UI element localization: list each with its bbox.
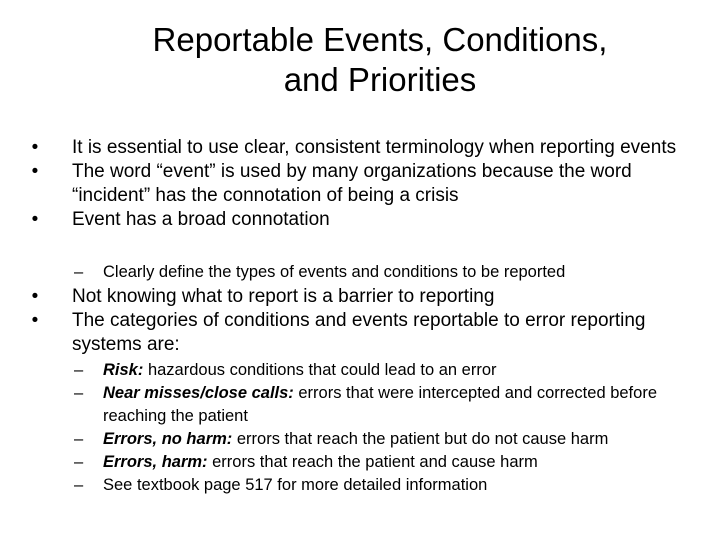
bullet-text: The word “event” is used by many organizations because the word “incident” has the connotation of being a crisis: [72, 161, 632, 206]
category-text: errors that reach the patient but do not cause harm: [232, 430, 609, 448]
category-term: Risk:: [103, 361, 144, 379]
category-text: hazardous conditions that could lead to an error: [143, 361, 497, 379]
dash-icon: –: [74, 430, 84, 448]
category-term: Errors, no harm:: [103, 430, 233, 448]
bullet-list-continued: [0, 285, 720, 357]
bullet-icon: •: [31, 209, 39, 230]
category-text: errors that were intercepted and corrected before reaching the patient: [103, 384, 657, 425]
category-term: Near misses/close calls:: [103, 384, 294, 402]
bullet-text: It is essential to use clear, consistent terminology when reporting events: [72, 137, 677, 158]
dash-icon: –: [74, 263, 84, 281]
bullet-icon: •: [31, 137, 39, 158]
category-text: errors that reach the patient and cause harm: [207, 453, 538, 471]
category-item-errors-no-harm: [0, 428, 720, 451]
bullet-item: [0, 309, 720, 357]
dash-icon: –: [74, 361, 84, 379]
event-sub-list: [0, 261, 720, 284]
bullet-icon: •: [31, 310, 39, 331]
category-item-near-misses: [0, 382, 720, 428]
sub-item: [0, 261, 720, 284]
dash-icon: –: [74, 453, 84, 471]
dash-icon: –: [74, 476, 84, 494]
category-list: [0, 359, 720, 497]
bullet-item: [0, 160, 720, 208]
dash-icon: –: [74, 384, 84, 402]
sub-item-text: Clearly define the types of events and conditions to be reported: [103, 263, 566, 281]
bullet-item: [0, 208, 720, 232]
slide-title-line-1: Reportable Events, Conditions,: [152, 21, 608, 58]
category-item-textbook-note: [0, 474, 720, 497]
category-item-errors-harm: [0, 451, 720, 474]
slide-title: [40, 20, 720, 100]
category-text: See textbook page 517 for more detailed information: [103, 476, 488, 494]
slide-title-line-2: and Priorities: [283, 61, 477, 98]
bullet-item: [0, 136, 720, 160]
bullet-item: [0, 285, 720, 309]
bullet-text: Not knowing what to report is a barrier to reporting: [72, 286, 495, 307]
bullet-text: The categories of conditions and events reportable to error reporting systems are:: [72, 310, 646, 355]
category-term: Errors, harm:: [103, 453, 208, 471]
category-item-risk: [0, 359, 720, 382]
bullet-list: [0, 136, 720, 232]
bullet-icon: •: [31, 161, 39, 182]
bullet-text: Event has a broad connotation: [72, 209, 330, 230]
bullet-icon: •: [31, 286, 39, 307]
